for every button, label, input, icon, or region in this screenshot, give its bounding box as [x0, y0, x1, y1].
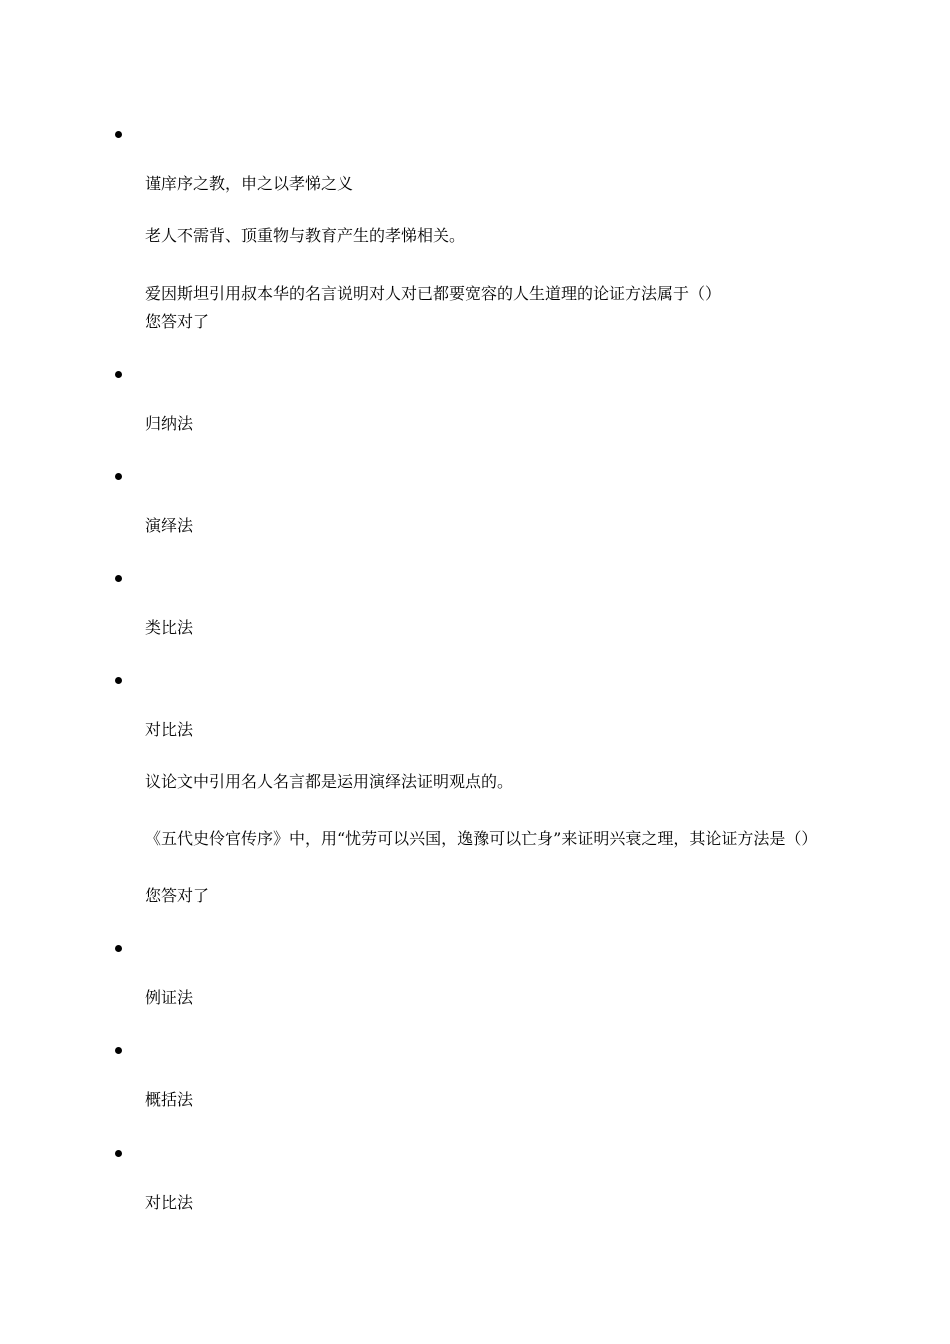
option-text: 类比法 [145, 618, 194, 637]
question-text: 爱因斯坦引用叔本华的名言说明对人对已都要宽容的人生道理的论证方法属于（） [145, 284, 722, 303]
list-bullet [115, 575, 122, 582]
statement-text: 议论文中引用名人名言都是运用演绎法证明观点的。 [145, 772, 514, 791]
option-text: 谨庠序之教，申之以孝悌之义 [145, 174, 354, 193]
list-bullet [115, 473, 122, 480]
option-text: 演绎法 [145, 516, 194, 535]
option-text: 对比法 [145, 1193, 194, 1212]
answer-feedback: 您答对了 [145, 886, 210, 905]
option-text: 例证法 [145, 988, 194, 1007]
answer-feedback: 您答对了 [145, 312, 210, 331]
list-bullet [115, 677, 122, 684]
question-text: 《五代史伶官传序》中，用“忧劳可以兴国，逸豫可以亡身”来证明兴衰之理，其论证方法是（） [145, 829, 818, 848]
list-bullet [115, 371, 122, 378]
option-text: 对比法 [145, 720, 194, 739]
list-bullet [115, 1150, 122, 1157]
list-bullet [115, 131, 122, 138]
statement-text: 老人不需背、顶重物与教育产生的孝悌相关。 [145, 226, 466, 245]
list-bullet [115, 945, 122, 952]
option-text: 概括法 [145, 1090, 194, 1109]
option-text: 归纳法 [145, 414, 194, 433]
list-bullet [115, 1047, 122, 1054]
